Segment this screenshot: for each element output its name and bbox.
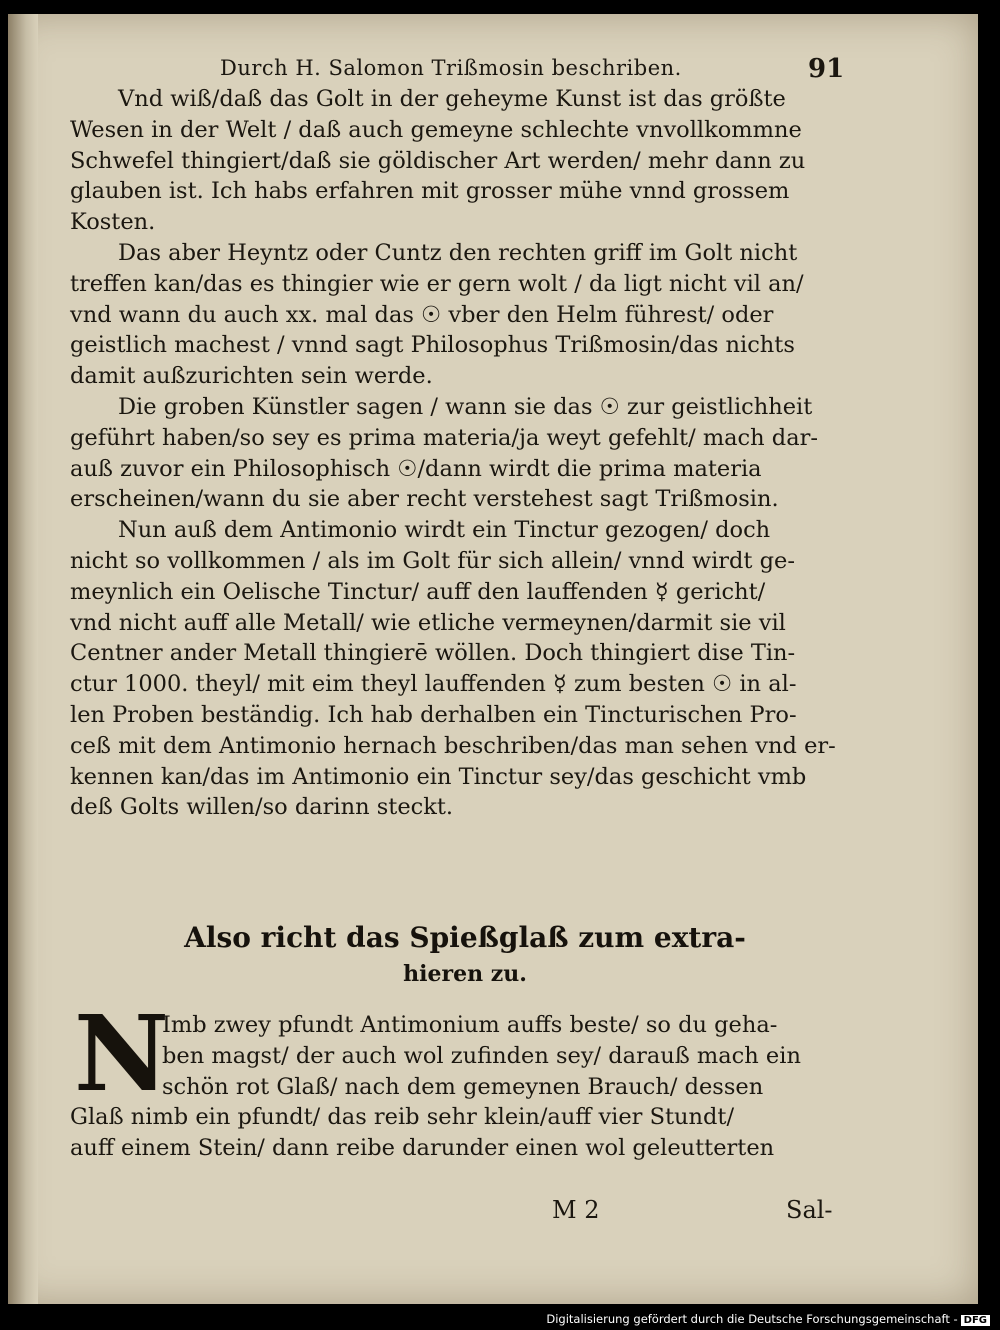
running-head: Durch H. Salomon Trißmosin beschriben. [220,56,682,80]
text-line: vnd wann du auch xx. mal das ☉ vber den Helm führest/ oder [70,301,774,328]
text-line: Vnd wiß/daß das Golt in der geheyme Kunst ist das größte [118,86,786,112]
text-line: treffen kan/das es thingier wie er gern wolt / da ligt nicht vil an/ [70,270,804,297]
text-line: Die groben Künstler sagen / wann sie das ☉ zur geistlichheit [118,393,813,420]
text-line: vnd nicht auff alle Metall/ wie etliche vermeynen/darmit sie vil [70,609,786,636]
text-line: deß Golts willen/so darinn steckt. [70,794,454,821]
text-line: glauben ist. Ich habs erfahren mit grosser mühe vnnd grossem [70,178,790,205]
body-text-top [70,84,860,823]
text-line: ben magst/ der auch wol zufinden sey/ darauß mach ein [162,1042,801,1069]
section-heading [70,918,860,990]
text-line: Centner ander Metall thingierē wöllen. Doch thingiert dise Tin- [70,640,796,667]
signature-mark: M 2 [552,1196,600,1224]
text-line: kennen kan/das im Antimonio ein Tinctur sey/das geschicht vmb [70,763,807,790]
text-line: Nun auß dem Antimonio wirdt ein Tinctur gezogen/ doch [118,517,771,544]
text-line: len Proben beständig. Ich hab derhalben ein Tincturischen Pro- [70,701,797,728]
book-spine-shadow [8,14,38,1304]
text-line: Das aber Heyntz oder Cuntz den rechten griff im Golt nicht [118,239,798,266]
page-number: 91 [808,54,845,84]
text-line: Glaß nimb ein pfundt/ das reib sehr klein/auff vier Stundt/ [70,1104,735,1131]
heading-line-2: hieren zu. [403,961,527,987]
catchword: Sal- [786,1196,833,1224]
body-text-bottom [70,1010,860,1164]
credit-text: Digitalisierung gefördert durch die Deutsche Forschungsgemeinschaft - [546,1312,958,1326]
digitization-credit [546,1312,990,1326]
text-line: geistlich machest / vnnd sagt Philosophus Trißmosin/das nichts [70,332,795,359]
text-line: Schwefel thingiert/daß sie göldischer Art werden/ mehr dann zu [70,147,806,174]
text-line: auff einem Stein/ dann reibe darunder einen wol geleutterten [70,1135,775,1162]
decorated-initial: N [74,992,170,1115]
text-line: damit außzurichten sein werde. [70,363,433,390]
text-line: meynlich ein Oelische Tinctur/ auff den lauffenden ☿ gericht/ [70,578,766,605]
text-line: ctur 1000. theyl/ mit eim theyl lauffenden ☿ zum besten ☉ in al- [70,671,797,698]
text-line: nicht so vollkommen / als im Golt für sich allein/ vnnd wirdt ge- [70,547,795,574]
text-line: ceß mit dem Antimonio hernach beschriben/das man sehen vnd er- [70,732,836,759]
heading-line-1: Also richt das Spießglaß zum extra- [184,921,746,954]
text-line: Kosten. [70,209,156,236]
text-line: Wesen in der Welt / daß auch gemeyne schlechte vnvollkommne [70,116,802,143]
text-line: auß zuvor ein Philosophisch ☉/dann wirdt die prima materia [70,455,762,482]
text-line: Imb zwey pfundt Antimonium auffs beste/ so du geha- [162,1012,778,1038]
text-line: schön rot Glaß/ nach dem gemeynen Brauch/ dessen [162,1073,764,1100]
text-line: erscheinen/wann du sie aber recht verstehest sagt Trißmosin. [70,486,779,513]
dfg-logo: DFG [961,1315,990,1326]
text-line: geführt haben/so sey es prima materia/ja weyt gefehlt/ mach dar- [70,424,818,451]
